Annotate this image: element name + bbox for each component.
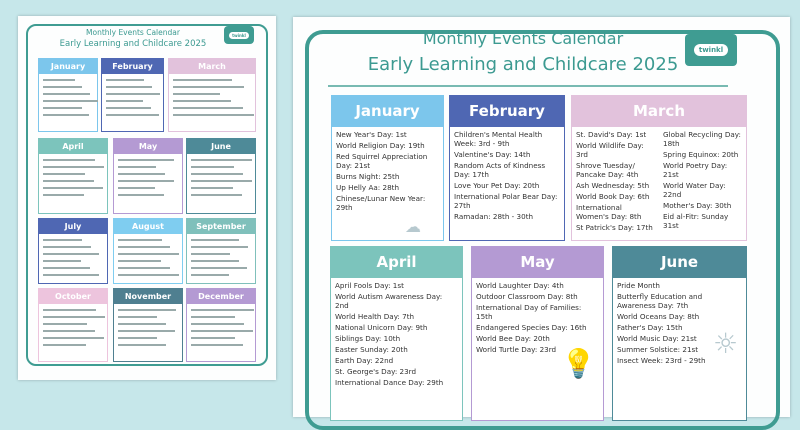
text-line bbox=[43, 86, 82, 88]
event-item: Outdoor Classroom Day: 8th bbox=[476, 292, 578, 301]
event-item: Valentine's Day: 14th bbox=[454, 150, 531, 159]
month-header: July bbox=[39, 219, 107, 234]
small-month-december bbox=[186, 288, 256, 362]
text-line bbox=[191, 309, 254, 311]
event-item: St. George's Day: 23rd bbox=[335, 367, 417, 376]
sun-icon: ☼ bbox=[713, 327, 739, 360]
text-line bbox=[43, 187, 103, 189]
text-line bbox=[191, 274, 229, 276]
event-item: World Book Day: 6th bbox=[576, 192, 650, 201]
text-line bbox=[43, 337, 104, 339]
text-line bbox=[191, 337, 235, 339]
text-line bbox=[106, 107, 151, 109]
text-line bbox=[118, 309, 176, 311]
text-line bbox=[43, 260, 81, 262]
lightbulb-icon: 💡 bbox=[561, 347, 596, 380]
event-item: World Wildlife Day: 3rd bbox=[576, 141, 644, 159]
calendar-preview-small bbox=[18, 16, 276, 380]
event-item: Siblings Day: 10th bbox=[335, 334, 401, 343]
text-line bbox=[118, 274, 179, 276]
event-item: Easter Sunday: 20th bbox=[335, 345, 408, 354]
event-item: Global Recycling Day: 18th bbox=[663, 130, 741, 148]
text-line bbox=[43, 246, 91, 248]
month-march bbox=[571, 95, 747, 241]
event-item: Earth Day: 22nd bbox=[335, 356, 394, 365]
event-item: Endangered Species Day: 16th bbox=[476, 323, 587, 332]
text-line bbox=[191, 246, 248, 248]
text-line bbox=[191, 344, 243, 346]
text-line bbox=[191, 316, 235, 318]
month-header: June bbox=[613, 247, 746, 278]
month-header: November bbox=[114, 289, 182, 304]
small-month-november bbox=[113, 288, 183, 362]
event-item: New Year's Day: 1st bbox=[336, 130, 407, 139]
text-line bbox=[191, 253, 230, 255]
text-line bbox=[43, 274, 99, 276]
event-item: World Health Day: 7th bbox=[335, 312, 415, 321]
event-item: Mother's Day: 30th bbox=[663, 201, 732, 210]
text-line bbox=[106, 114, 159, 116]
text-line bbox=[173, 86, 244, 88]
event-item: Random Acts of Kindness Day: 17th bbox=[454, 161, 546, 179]
event-item: Insect Week: 23rd - 29th bbox=[617, 356, 706, 365]
event-item: Summer Solstice: 21st bbox=[617, 345, 699, 354]
small-month-april bbox=[38, 138, 108, 214]
month-header: March bbox=[572, 96, 746, 127]
event-item: Spring Equinox: 20th bbox=[663, 150, 739, 159]
month-header: March bbox=[169, 59, 255, 74]
event-item: Love Your Pet Day: 20th bbox=[454, 181, 540, 190]
text-line bbox=[118, 344, 166, 346]
month-header: February bbox=[102, 59, 163, 74]
event-item: Red Squirrel Appreciation Day: 21st bbox=[336, 152, 428, 170]
event-item: World Autism Awareness Day: 2nd bbox=[335, 292, 443, 310]
small-month-august bbox=[113, 218, 183, 284]
text-line bbox=[106, 86, 152, 88]
text-line bbox=[118, 194, 164, 196]
text-line bbox=[43, 330, 95, 332]
month-header: October bbox=[39, 289, 107, 304]
event-item: St Patrick's Day: 17th bbox=[576, 223, 653, 232]
small-month-february bbox=[101, 58, 164, 132]
text-line bbox=[43, 267, 90, 269]
text-line bbox=[43, 79, 75, 81]
month-february bbox=[449, 95, 565, 241]
text-line bbox=[118, 253, 179, 255]
text-line bbox=[191, 330, 253, 332]
event-item: Ramadan: 28th - 30th bbox=[454, 212, 534, 221]
title-line-2: Early Learning and Childcare 2025 bbox=[367, 54, 679, 75]
event-item: Ash Wednesday: 5th bbox=[576, 181, 650, 190]
text-line bbox=[43, 344, 86, 346]
text-line bbox=[191, 187, 233, 189]
text-line bbox=[173, 93, 220, 95]
month-header: September bbox=[187, 219, 255, 234]
text-line bbox=[43, 323, 87, 325]
small-title-2: Early Learning and Childcare 2025 bbox=[59, 39, 207, 49]
small-month-march bbox=[168, 58, 256, 132]
text-line bbox=[118, 166, 156, 168]
event-item: April Fools Day: 1st bbox=[335, 281, 404, 290]
event-list bbox=[572, 127, 659, 237]
text-line bbox=[173, 79, 232, 81]
text-line bbox=[191, 159, 252, 161]
small-month-september bbox=[186, 218, 256, 284]
event-item: World Water Day: 22nd bbox=[663, 181, 726, 199]
event-item: International Dance Day: 29th bbox=[335, 378, 444, 387]
text-line bbox=[118, 180, 174, 182]
month-header: January bbox=[39, 59, 97, 74]
text-line bbox=[43, 253, 99, 255]
event-item: Shrove Tuesday/ Pancake Day: 4th bbox=[576, 161, 639, 179]
text-line bbox=[118, 239, 162, 241]
text-line bbox=[43, 114, 89, 116]
calendar-page bbox=[293, 17, 790, 417]
text-line bbox=[106, 100, 143, 102]
text-line bbox=[118, 337, 157, 339]
text-line bbox=[43, 107, 82, 109]
text-line bbox=[43, 194, 84, 196]
event-item: World Music Day: 21st bbox=[617, 334, 697, 343]
text-line bbox=[118, 267, 170, 269]
event-list bbox=[659, 127, 746, 237]
event-item: World Laughter Day: 4th bbox=[476, 281, 564, 290]
text-line bbox=[43, 100, 98, 102]
event-item: National Unicorn Day: 9th bbox=[335, 323, 428, 332]
text-line bbox=[191, 180, 252, 182]
event-item: Father's Day: 15th bbox=[617, 323, 683, 332]
text-line bbox=[118, 330, 175, 332]
small-month-january bbox=[38, 58, 98, 132]
text-line bbox=[191, 194, 242, 196]
text-line bbox=[191, 260, 239, 262]
month-header: June bbox=[187, 139, 255, 154]
text-line bbox=[106, 79, 144, 81]
text-line bbox=[173, 107, 243, 109]
event-item: St. David's Day: 1st bbox=[576, 130, 647, 139]
event-item: Chinese/Lunar New Year: 29th bbox=[336, 194, 426, 212]
text-line bbox=[43, 316, 105, 318]
text-line bbox=[191, 173, 243, 175]
text-line bbox=[118, 260, 161, 262]
text-line bbox=[43, 180, 94, 182]
text-line bbox=[173, 114, 254, 116]
small-title-1: Monthly Events Calendar bbox=[86, 28, 180, 37]
title-line-1: Monthly Events Calendar bbox=[422, 29, 624, 48]
event-list bbox=[450, 127, 564, 226]
text-line bbox=[191, 323, 244, 325]
event-item: World Bee Day: 20th bbox=[476, 334, 550, 343]
title-underline bbox=[328, 85, 728, 87]
event-item: World Poetry Day: 21st bbox=[663, 161, 728, 179]
small-month-october bbox=[38, 288, 108, 362]
event-item: Eid al-Fitr: Sunday 31st bbox=[663, 212, 729, 230]
month-header: May bbox=[114, 139, 182, 154]
event-list bbox=[332, 127, 443, 217]
small-month-june bbox=[186, 138, 256, 214]
text-line bbox=[43, 309, 96, 311]
text-line bbox=[173, 100, 231, 102]
month-january bbox=[331, 95, 444, 241]
month-header: April bbox=[39, 139, 107, 154]
text-line bbox=[106, 93, 160, 95]
month-may bbox=[471, 246, 604, 421]
text-line bbox=[43, 166, 104, 168]
month-header: January bbox=[332, 96, 443, 127]
month-header: April bbox=[331, 247, 462, 278]
small-logo: twinkl bbox=[224, 26, 254, 44]
text-line bbox=[118, 159, 174, 161]
event-item: Up Helly Aa: 28th bbox=[336, 183, 400, 192]
month-header: February bbox=[450, 96, 564, 127]
small-month-july bbox=[38, 218, 108, 284]
text-line bbox=[43, 159, 95, 161]
text-line bbox=[118, 187, 155, 189]
event-item: International Day of Families: 15th bbox=[476, 303, 582, 321]
month-header: May bbox=[472, 247, 603, 278]
cloud-icon: ☁ bbox=[405, 217, 421, 236]
event-item: World Oceans Day: 8th bbox=[617, 312, 700, 321]
event-item: Pride Month bbox=[617, 281, 660, 290]
event-item: International Women's Day: 8th bbox=[576, 203, 642, 221]
text-line bbox=[43, 173, 85, 175]
text-line bbox=[191, 239, 239, 241]
twinkl-logo: twinkl bbox=[685, 34, 737, 66]
text-line bbox=[118, 316, 157, 318]
event-item: Children's Mental Health Week: 3rd - 9th bbox=[454, 130, 543, 148]
event-item: International Polar Bear Day: 27th bbox=[454, 192, 558, 210]
event-item: World Turtle Day: 23rd bbox=[476, 345, 557, 354]
text-line bbox=[118, 323, 166, 325]
text-line bbox=[191, 166, 234, 168]
text-line bbox=[118, 173, 165, 175]
text-line bbox=[43, 239, 82, 241]
text-line bbox=[191, 267, 247, 269]
event-item: World Religion Day: 19th bbox=[336, 141, 425, 150]
event-columns bbox=[572, 127, 746, 237]
event-list bbox=[331, 278, 462, 392]
text-line bbox=[118, 246, 170, 248]
event-item: Butterfly Education and Awareness Day: 7th bbox=[617, 292, 703, 310]
month-header: December bbox=[187, 289, 255, 304]
event-item: Burns Night: 25th bbox=[336, 172, 400, 181]
small-month-may bbox=[113, 138, 183, 214]
text-line bbox=[43, 93, 90, 95]
month-header: August bbox=[114, 219, 182, 234]
month-april bbox=[330, 246, 463, 421]
